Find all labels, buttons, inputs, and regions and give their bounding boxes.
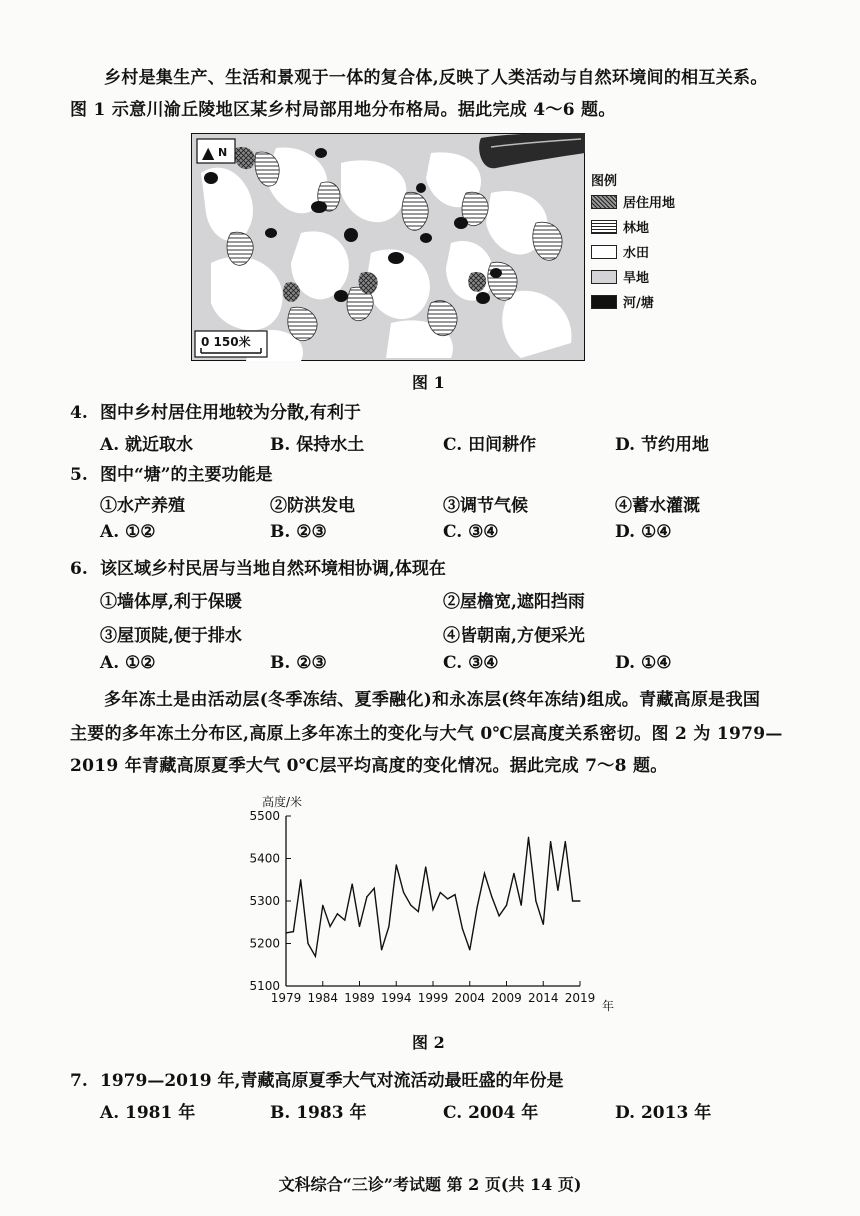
horizontal-lines-swatch-icon (591, 220, 617, 234)
data-point (550, 841, 551, 842)
q4-option-a: A. 就近取水 (100, 435, 194, 455)
q6-item-2: ②屋檐宽,遮阳挡雨 (443, 592, 585, 612)
data-point (307, 943, 308, 944)
stem-text: 图中“塘”的主要功能是 (100, 465, 273, 485)
q6-option-a: A. ①② (100, 653, 156, 673)
y-tick-label: 5200 (249, 936, 280, 951)
data-point (491, 896, 492, 897)
data-point (506, 905, 507, 906)
white-swatch-icon (591, 245, 617, 259)
q5-item-2: ②防洪发电 (270, 496, 355, 516)
q6-option-d: D. ①④ (615, 653, 672, 673)
legend-item-residential (591, 192, 675, 211)
legend-label: 河/塘 (623, 296, 654, 311)
data-point (432, 909, 433, 910)
legend-item-river-pond (591, 292, 654, 311)
data-point (300, 879, 301, 880)
data-point (447, 898, 448, 899)
q5-option-d: D. ①④ (615, 522, 672, 542)
stem-text: 1979—2019 年,青藏高原夏季大气对流活动最旺盛的年份是 (100, 1071, 564, 1091)
data-point (330, 926, 331, 927)
q5-item-4: ④蓄水灌溉 (615, 496, 700, 516)
data-point (352, 883, 353, 884)
x-tick-label: 2019 (564, 991, 596, 1005)
q4-option-d: D. 节约用地 (615, 435, 709, 455)
legend-label: 水田 (623, 246, 650, 261)
data-point (418, 911, 419, 912)
question-4-stem (70, 398, 361, 423)
y-axis-label: 高度/米 (262, 795, 303, 809)
data-point (410, 905, 411, 906)
question-6-stem (70, 554, 446, 579)
question-5-stem (70, 460, 273, 485)
series-line (286, 837, 580, 956)
data-point (462, 928, 463, 929)
x-tick-label: 1989 (344, 991, 375, 1005)
data-point (403, 892, 404, 893)
q7-option-a: A. 1981 年 (100, 1103, 196, 1123)
q5-option-a: A. ①② (100, 522, 156, 542)
q5-option-b: B. ②③ (270, 522, 327, 542)
data-point (344, 920, 345, 921)
data-point (499, 915, 500, 916)
legend-label: 居住用地 (623, 196, 676, 211)
data-point (535, 900, 536, 901)
q6-option-c: C. ③④ (443, 653, 499, 673)
data-point (557, 890, 558, 891)
svg-text:▲: ▲ (202, 143, 215, 162)
q7-option-b: B. 1983 年 (270, 1103, 367, 1123)
data-point (469, 949, 470, 950)
legend-label: 旱地 (623, 271, 650, 286)
x-tick-label: 2009 (491, 991, 522, 1005)
y-tick-label: 5100 (249, 979, 280, 993)
data-point (366, 896, 367, 897)
data-point (528, 837, 529, 838)
q5-item-1: ①水产养殖 (100, 496, 185, 516)
intro2-line-3: 2019 年青藏高原夏季大气 0℃层平均高度的变化情况。据此完成 7～8 题。 (70, 756, 668, 776)
intro2-line-1: 多年冻土是由活动层(冬季冻结、夏季融化)和永冻层(终年冻结)组成。青藏高原是我国 (104, 690, 761, 710)
x-tick-label: 1984 (307, 991, 339, 1005)
q6-item-4: ④皆朝南,方便采光 (443, 626, 585, 646)
figure-1-map (191, 133, 585, 361)
y-tick-label: 5500 (249, 809, 280, 823)
figure-1-caption: 图 1 (412, 373, 445, 392)
data-point (425, 866, 426, 867)
data-point (388, 926, 389, 927)
stem-text: 图中乡村居住用地较为分散,有利于 (100, 403, 361, 423)
black-swatch-icon (591, 295, 617, 309)
data-point (396, 864, 397, 865)
x-axis-label: 年 (602, 999, 615, 1013)
q7-option-c: C. 2004 年 (443, 1103, 539, 1123)
y-tick-label: 5300 (249, 894, 280, 908)
data-point (565, 841, 566, 842)
data-point (315, 956, 316, 957)
q7-option-d: D. 2013 年 (615, 1103, 712, 1123)
page-footer: 文科综合“三诊”考试题 第 2 页(共 14 页) (278, 1175, 582, 1194)
q5-option-c: C. ③④ (443, 522, 499, 542)
legend-item-dryland (591, 267, 649, 286)
data-point (440, 892, 441, 893)
data-point (521, 905, 522, 906)
legend-item-forest (591, 217, 649, 236)
x-tick-label: 2004 (454, 991, 486, 1005)
x-tick-label: 1994 (380, 991, 412, 1005)
legend-item-paddy (591, 242, 649, 261)
data-point (337, 913, 338, 914)
question-number: 5. (70, 465, 88, 485)
data-point (579, 900, 580, 901)
y-tick-label: 5400 (249, 851, 280, 866)
data-point (513, 873, 514, 874)
intro2-line-2: 主要的多年冻土分布区,高原上多年冻土的变化与大气 0℃层高度关系密切。图 2 为 1979— (70, 724, 783, 744)
intro-line-2: 图 1 示意川渝丘陵地区某乡村局部用地分布格局。据此完成 4～6 题。 (70, 100, 616, 120)
data-point (477, 907, 478, 908)
q4-option-c: C. 田间耕作 (443, 435, 537, 455)
q4-option-b: B. 保持水土 (270, 435, 365, 455)
question-number: 7. (70, 1071, 88, 1091)
legend-title: 图例 (591, 174, 618, 189)
data-point (572, 900, 573, 901)
scale-label: 0 150米 (201, 335, 251, 349)
data-point (484, 873, 485, 874)
data-point (359, 926, 360, 927)
q5-item-3: ③调节气候 (443, 496, 528, 516)
question-number: 4. (70, 403, 88, 423)
legend-label: 林地 (623, 221, 650, 236)
q6-option-b: B. ②③ (270, 653, 327, 673)
data-point (381, 949, 382, 950)
x-tick-label: 1979 (270, 991, 302, 1005)
land-use-map (191, 133, 585, 361)
data-point (322, 905, 323, 906)
question-7-stem (70, 1066, 563, 1091)
intro-line-1: 乡村是集生产、生活和景观于一体的复合体,反映了人类活动与自然环境间的相互关系。 (104, 68, 768, 88)
figure-2-chart (230, 786, 650, 1016)
x-tick-label: 2014 (527, 991, 559, 1005)
light-gray-swatch-icon (591, 270, 617, 284)
data-point (454, 894, 455, 895)
map-legend (591, 170, 711, 320)
crosshatch-swatch-icon (591, 195, 617, 209)
data-point (293, 931, 294, 932)
north-label: N (218, 146, 228, 159)
data-point (285, 932, 286, 933)
stem-text: 该区域乡村民居与当地自然环境相协调,体现在 (100, 559, 446, 579)
data-point (543, 924, 544, 925)
data-point (374, 888, 375, 889)
q6-item-3: ③屋顶陡,便于排水 (100, 626, 242, 646)
figure-2-caption: 图 2 (412, 1033, 445, 1052)
height-line-chart (230, 786, 650, 1016)
x-tick-label: 1999 (417, 991, 449, 1005)
q6-item-1: ①墙体厚,利于保暖 (100, 592, 242, 612)
question-number: 6. (70, 559, 88, 579)
